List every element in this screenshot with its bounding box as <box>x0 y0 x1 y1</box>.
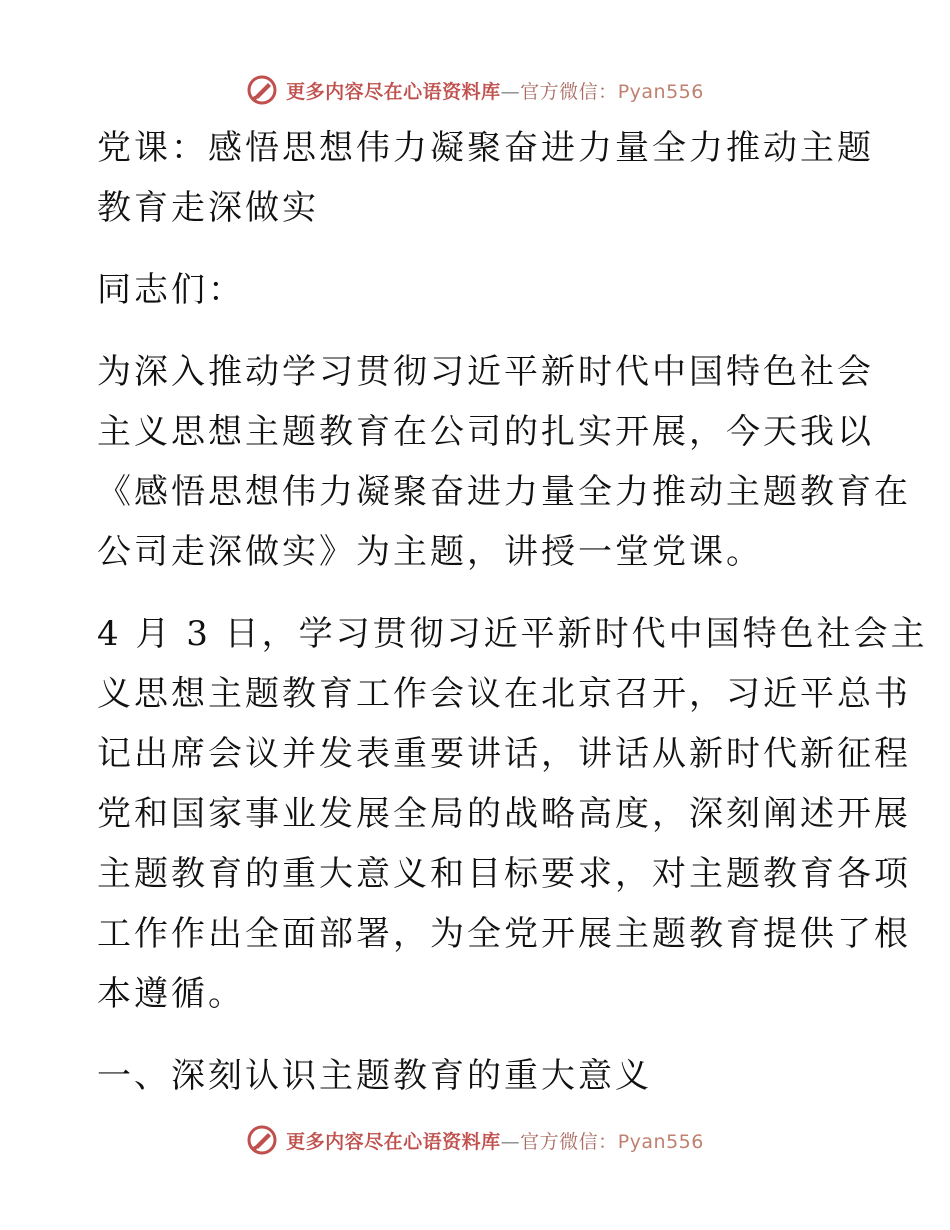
paragraph-2-line-7: 本遵循。 <box>97 974 245 1014</box>
paragraph-2-line-6: 工作作出全面部署，为全党开展主题教育提供了根 <box>97 914 911 954</box>
paragraph-2-line-4: 党和国家事业发展全局的战略高度，深刻阐述开展 <box>97 794 911 834</box>
footer-wechat-label: 官方微信： <box>520 1130 618 1153</box>
paragraph-2-line-5: 主题教育的重大意义和目标要求，对主题教育各项 <box>97 854 911 894</box>
footer-dash: — <box>500 1130 521 1153</box>
document-body <box>97 118 928 1106</box>
header-wechat-label: 官方微信： <box>520 80 618 103</box>
paragraph-1-line-1: 为深入推动学习贯彻习近平新时代中国特色社会 <box>97 352 874 392</box>
paragraph-2-line-2: 义思想主题教育工作会议在北京召开，习近平总书 <box>97 674 911 714</box>
header-wechat-id: Pyan556 <box>617 80 704 103</box>
brush-logo-icon <box>246 1124 278 1156</box>
section-heading-1: 一、深刻认识主题教育的重大意义 <box>97 1056 652 1096</box>
paragraph-2-line-3: 记出席会议并发表重要讲话，讲话从新时代新征程 <box>97 734 911 774</box>
header-dash: — <box>500 80 521 103</box>
footer-wechat-id: Pyan556 <box>617 1130 704 1153</box>
paragraph-1-line-2: 主义思想主题教育在公司的扎实开展，今天我以 <box>97 412 874 452</box>
footer-site-name: 更多内容尽在心语资料库 <box>286 1130 501 1153</box>
document-title-line-1: 党课：感悟思想伟力凝聚奋进力量全力推动主题 <box>97 128 874 168</box>
footer-banner-text <box>286 1127 704 1154</box>
salutation: 同志们： <box>97 270 245 310</box>
document-title-line-2: 教育走深做实 <box>97 188 319 228</box>
header-banner-text <box>286 77 704 104</box>
header-banner <box>0 70 950 110</box>
paragraph-1-line-4: 公司走深做实》为主题，讲授一堂党课。 <box>97 532 763 572</box>
paragraph-2-line-1: 4 月 3 日，学习贯彻习近平新时代中国特色社会主 <box>97 614 928 654</box>
footer-banner <box>0 1120 950 1160</box>
paragraph-1-line-3: 《感悟思想伟力凝聚奋进力量全力推动主题教育在 <box>97 472 911 512</box>
brush-logo-icon <box>246 74 278 106</box>
header-site-name: 更多内容尽在心语资料库 <box>286 80 501 103</box>
